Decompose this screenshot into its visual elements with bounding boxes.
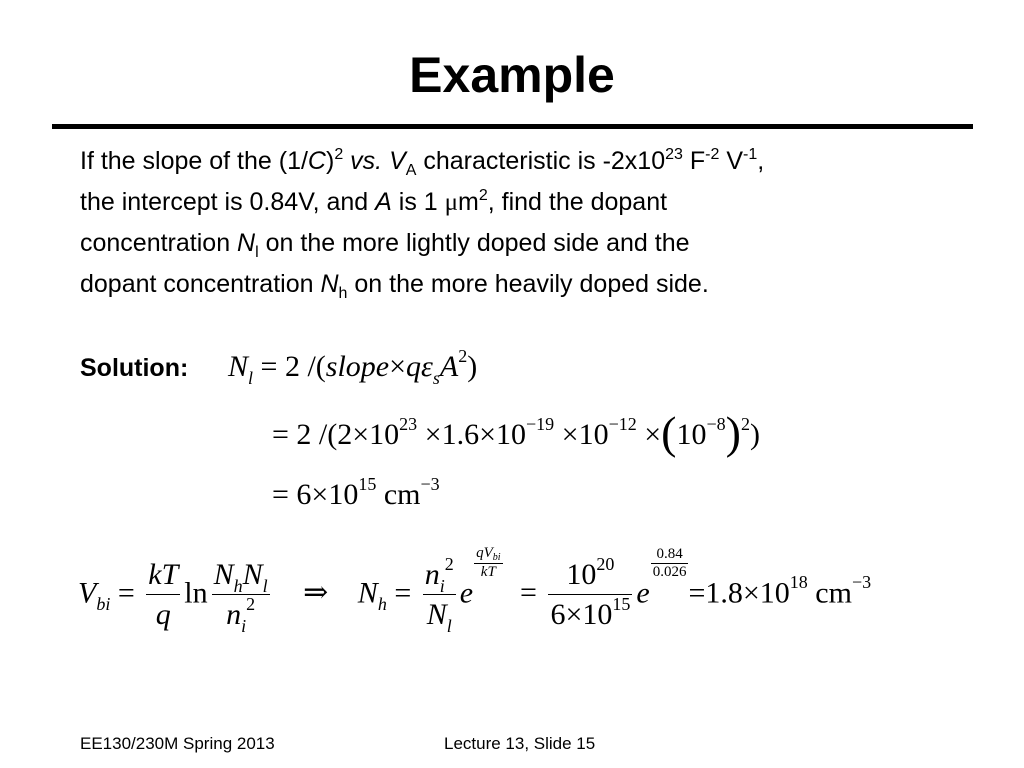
exponent-denominator: 0.026: [652, 564, 687, 581]
text: 10: [566, 558, 597, 591]
denominator: [423, 595, 456, 635]
subscript: l: [446, 616, 452, 636]
exponent-numerator: [474, 545, 502, 564]
solution-equation-3: [272, 475, 440, 515]
superscript: −3: [851, 572, 872, 593]
text: 10: [676, 418, 707, 451]
superscript: 15: [612, 594, 631, 614]
superscript: 2: [458, 346, 468, 366]
problem-line-1: [80, 141, 960, 182]
subscript: i: [439, 576, 445, 596]
text: on the more heavily doped side.: [347, 270, 709, 298]
ni-over-Nl-fraction: [423, 556, 456, 635]
subscript: l: [255, 244, 259, 261]
superscript: 2: [334, 146, 344, 163]
symbol: N: [228, 350, 249, 383]
text: 6×10: [550, 598, 613, 631]
solution-label: Solution:: [80, 354, 189, 382]
exponent-denominator: kT: [480, 564, 496, 581]
symbol: N: [213, 558, 234, 591]
symbol: e: [636, 576, 650, 610]
symbol: ε: [421, 350, 433, 383]
solution-equation-1: [228, 347, 477, 387]
subscript: l: [248, 368, 254, 388]
exponent-numerator: 0.84: [651, 546, 689, 564]
superscript: −19: [526, 414, 555, 434]
text: m: [458, 188, 479, 216]
text: N: [237, 229, 256, 257]
denominator: [548, 595, 632, 635]
text: the intercept is 0.84V, and: [80, 188, 376, 216]
text: μ: [444, 189, 459, 216]
text: ,: [757, 147, 765, 175]
symbol: V: [78, 576, 97, 610]
superscript: -2: [705, 146, 720, 163]
power-ratio-fraction: [548, 556, 632, 635]
unit: cm: [807, 576, 852, 610]
symbol: e: [459, 576, 474, 610]
text: vs.: [343, 147, 390, 175]
subscript: h: [338, 285, 348, 302]
exponent-fraction-1: [474, 545, 502, 581]
operator: =: [394, 576, 412, 610]
subscript: bi: [492, 552, 501, 564]
symbol: A: [439, 350, 459, 383]
text: ×10: [554, 418, 609, 451]
text: characteristic is -2x10: [416, 147, 666, 175]
operator: ×: [389, 350, 407, 383]
result-value: =1.8×10: [688, 576, 790, 610]
problem-line-2: [80, 182, 960, 223]
text: If the slope of the (1/: [80, 147, 308, 175]
symbol: slope: [325, 350, 390, 383]
numerator: [548, 556, 632, 595]
superscript: 2: [444, 554, 454, 574]
numerator: [212, 556, 270, 595]
text: C: [307, 147, 326, 175]
denominator: [212, 595, 270, 635]
text: , find the dopant: [487, 188, 668, 216]
superscript: 23: [665, 146, 683, 163]
text: ×1.6×10: [417, 418, 527, 451]
subscript: h: [233, 576, 243, 596]
symbol: qV: [476, 545, 493, 562]
text: cm: [376, 478, 421, 511]
symbol: N: [426, 598, 447, 631]
text: ): [325, 147, 335, 175]
footer-course: EE130/230M Spring 2013: [80, 734, 275, 753]
exponent-fraction-2: [651, 546, 689, 581]
superscript: −12: [608, 414, 637, 434]
title-divider: [52, 124, 973, 129]
text: concentration: [80, 229, 238, 257]
text: V: [719, 147, 743, 175]
denominator: q: [155, 598, 171, 631]
symbol: n: [424, 558, 440, 591]
superscript: 2: [246, 594, 256, 614]
implies-arrow: ⇒: [303, 576, 329, 610]
symbol: N: [242, 558, 263, 591]
operator: =: [117, 576, 135, 610]
superscript: −8: [706, 414, 726, 434]
subscript: i: [241, 616, 247, 636]
symbol: q: [406, 350, 422, 383]
numerator: kT: [146, 556, 180, 595]
symbol: n: [226, 598, 242, 631]
text: N: [320, 270, 339, 298]
problem-line-3: [80, 223, 960, 264]
subscript: s: [432, 368, 440, 388]
kT-over-q-fraction: [146, 556, 180, 635]
text: on the more lightly doped side and the: [258, 229, 690, 257]
text: = 2 /(2×10: [272, 418, 400, 451]
footer-slide-number: Lecture 13, Slide 15: [444, 734, 596, 753]
subscript: A: [405, 162, 417, 179]
paren: (: [661, 407, 677, 458]
superscript: 2: [740, 414, 750, 434]
solution-equation-2: [272, 407, 760, 458]
log-argument-fraction: [212, 556, 270, 635]
text: A: [375, 188, 392, 216]
text: is 1: [391, 188, 445, 216]
problem-statement: [80, 141, 960, 305]
superscript: -1: [743, 146, 758, 163]
text: = 2 /(: [253, 350, 326, 383]
text: F: [682, 147, 706, 175]
superscript: −3: [420, 474, 440, 494]
subscript: h: [377, 594, 387, 615]
superscript: 2: [478, 187, 488, 204]
text: = 6×10: [272, 478, 359, 511]
text: dopant concentration: [80, 270, 321, 298]
paren: ): [725, 407, 741, 458]
text: ): [749, 418, 760, 451]
text: ×: [636, 418, 662, 451]
subscript: l: [262, 576, 268, 596]
superscript: 23: [399, 414, 418, 434]
subscript: bi: [96, 594, 111, 615]
symbol: N: [357, 576, 378, 610]
superscript: 15: [358, 474, 377, 494]
built-in-potential-formula: [78, 545, 872, 636]
problem-line-4: [80, 264, 960, 305]
text: ): [467, 350, 478, 383]
slide-title: Example: [409, 47, 615, 103]
function: ln: [184, 576, 208, 610]
numerator: [423, 556, 456, 595]
operator: =: [520, 576, 537, 610]
superscript: 20: [596, 554, 615, 574]
text: V: [389, 147, 406, 175]
superscript: 18: [789, 572, 808, 593]
